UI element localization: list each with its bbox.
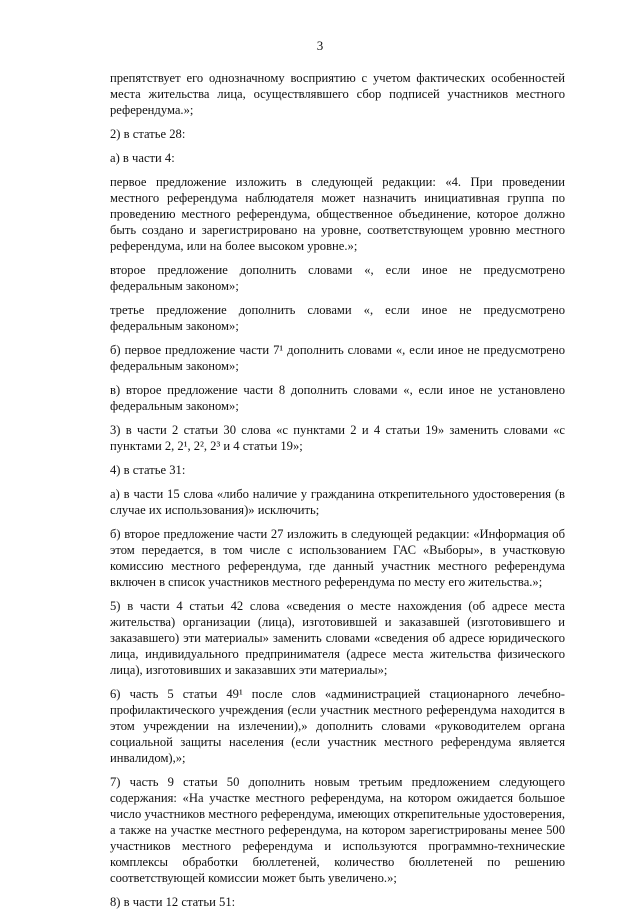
document-body bbox=[110, 70, 565, 918]
paragraph-item-7: 7) часть 9 статьи 50 дополнить новым третьим предложением следующего содержания: «На участке местного референдума, на котором ожидается большое число участников местного референдума, имеющих открепительные удостоверения, а также на участке местного референдума, на котором зарегистрированы менее 500 участников местного референдума и используются программно-технические комплексы обработки бюллетеней, количество бюллетеней по решению соответствующей комиссии может быть увеличено.»; bbox=[110, 775, 565, 885]
paragraph-continuation: препятствует его однозначному восприятию с учетом фактических особенностей места жительства лица, осуществлявшего сбор подписей участников местного референдума.»; bbox=[110, 71, 565, 117]
paragraph-third-sentence: третье предложение дополнить словами «, если иное не предусмотрено федеральным законом»; bbox=[110, 303, 565, 333]
paragraph-item-4b: б) второе предложение части 27 изложить в следующей редакции: «Информация об этом передается, в том числе с использованием ГАС «Выборы», в участковую комиссию местного референдума, где данный участник местного референдума включен в список участников местного референдума по месту его жительства.»; bbox=[110, 527, 565, 589]
paragraph-item-4: 4) в статье 31: bbox=[110, 463, 186, 477]
paragraph-item-2v: в) второе предложение части 8 дополнить словами «, если иное не установлено федеральным законом»; bbox=[110, 383, 565, 413]
paragraph-item-3: 3) в части 2 статьи 30 слова «с пунктами 2 и 4 статьи 19» заменить словами «с пунктами 2, 2¹, 2², 2³ и 4 статьи 19»; bbox=[110, 423, 565, 453]
paragraph-item-2: 2) в статье 28: bbox=[110, 127, 186, 141]
paragraph-item-6: 6) часть 5 статьи 49¹ после слов «администрацией стационарного лечебно-профилактического учреждения (если участник местного референдума находится в этом учреждении на излечении),» дополнить словами «руководителем органа социальной защиты населения (если участник местного референдума является инвалидом),»; bbox=[110, 687, 565, 765]
paragraph-second-sentence: второе предложение дополнить словами «, если иное не предусмотрено федеральным законом»; bbox=[110, 263, 565, 293]
paragraph-item-2a: а) в части 4: bbox=[110, 151, 175, 165]
paragraph-item-4a: а) в части 15 слова «либо наличие у гражданина открепительного удостоверения (в случае их использования)» исключить; bbox=[110, 487, 565, 517]
paragraph-item-5: 5) в части 4 статьи 42 слова «сведения о месте нахождения (об адресе места жительства) организации (лица), изготовившей и заказавшей (изготовившего и заказавшего) эти материалы» заменить словами «сведения об адресе юридического лица, индивидуального предпринимателя (адресе места жительства физического лица), изготовивших и заказавших эти материалы»; bbox=[110, 599, 565, 677]
paragraph-item-8: 8) в части 12 статьи 51: bbox=[110, 895, 236, 909]
page-number: 3 bbox=[316, 38, 324, 53]
paragraph-item-2b: б) первое предложение части 7¹ дополнить словами «, если иное не предусмотрено федеральным законом»; bbox=[110, 343, 565, 373]
paragraph-first-sentence: первое предложение изложить в следующей редакции: «4. При проведении местного референдума наблюдателя может назначить инициативная группа по проведению местного референдума, общественное объединение, которое должно быть создано и зарегистрировано на уровне, соответствующем уровню местного референдума, или на более высоком уровне.»; bbox=[110, 175, 565, 253]
